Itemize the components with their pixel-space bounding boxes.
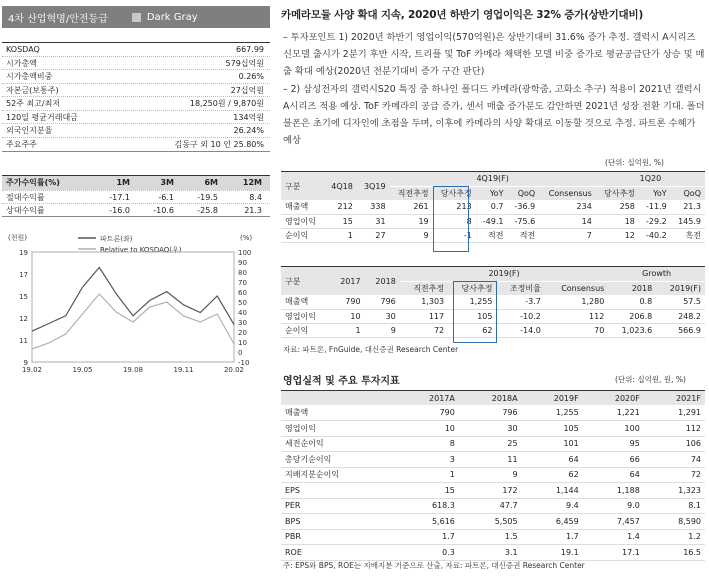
table3-header-cell: 2018A (459, 391, 522, 405)
source-note-2: 주: EPS와 BPS, ROE는 지배지분 기준으로 산출, 자료: 파트론, 대신증권 Research Center (283, 561, 585, 570)
grade-square-icon (132, 13, 141, 22)
unit-label-1: (단위: 십억원, %) (605, 158, 664, 167)
table3-cell: 8.1 (644, 498, 705, 514)
legend-stock: 파트론(좌) (100, 235, 133, 243)
table3-cell: 0.3 (396, 545, 459, 561)
grade-label: Dark Gray (146, 11, 198, 23)
table1-cell: 19 (390, 214, 433, 228)
table2-cell: -10.2 (496, 309, 544, 323)
table3-cell: 영업이익 (281, 421, 396, 437)
table2-cell: 566.9 (656, 323, 705, 337)
table1-cell: 12 (596, 228, 639, 242)
kv-row (2, 111, 270, 125)
table3-cell: 1 (396, 467, 459, 483)
table3-cell: 세전순이익 (281, 436, 396, 452)
table3-cell: 10 (396, 421, 459, 437)
table2-header-cell: 직전추정 (400, 281, 448, 295)
returns-cell: -16.0 (109, 206, 130, 215)
table1-cell: -75.6 (507, 214, 539, 228)
table1-cell: 21.3 (671, 200, 705, 214)
table3-cell: 5,616 (396, 514, 459, 530)
y-right-tick-label: -10 (238, 359, 250, 367)
returns-cell: 21.3 (244, 206, 262, 215)
table1-cell: -49.1 (476, 214, 508, 228)
table1-cell: 7 (539, 228, 596, 242)
table3-cell: 64 (583, 467, 644, 483)
table1-header-cell: 구분 (281, 172, 324, 200)
x-tick-label: 19.02 (21, 366, 43, 374)
table1-cell: 8 (433, 214, 476, 228)
table1-cell: 적전 (476, 228, 508, 242)
table1-cell: 145.9 (671, 214, 705, 228)
table3-cell: 1,323 (644, 483, 705, 499)
table1-header-cell: 3Q19 (357, 172, 390, 200)
table1-cell: 212 (324, 200, 357, 214)
returns-cell: -25.8 (197, 206, 218, 215)
y-right-tick-label: 40 (238, 309, 247, 317)
table3-header-cell: 2019F (522, 391, 583, 405)
y-right-tick-label: 100 (238, 249, 252, 257)
source-note-1: 자료: 파트론, FnGuide, 대신증권 Research Center (283, 345, 459, 354)
returns-header-cell: 3M (160, 178, 174, 187)
y-left-tick-label: 15 (19, 293, 28, 301)
table3-cell: 9.4 (522, 498, 583, 514)
right-unit-label: (%) (240, 234, 253, 242)
stock-chart (2, 228, 270, 378)
table1-cell: 1 (324, 228, 357, 242)
returns-cell: -10.6 (153, 206, 174, 215)
table3-cell: 1.2 (644, 529, 705, 545)
table3-cell: 3 (396, 452, 459, 468)
y-right-tick-label: 30 (238, 319, 247, 327)
kv-key: 120일 평균거래대금 (6, 112, 78, 122)
table1-header-cell: QoQ (507, 186, 539, 200)
table3-cell: 7,457 (583, 514, 644, 530)
key-values-table (2, 42, 270, 152)
table3-cell: 1.4 (583, 529, 644, 545)
table3-cell: PER (281, 498, 396, 514)
left-unit-label: (천원) (8, 234, 27, 242)
bullet-1: – 투자포인트 1) 2020년 하반기 영업이익(570억원)은 상반기대비 31.6% 증가 추정. 갤럭시 A시리즈 신모델 출시가 2분기 후반 시작, 트리플 및 ToF 카메라 채택한 모델 비중 증가로 평균공급단가 상승 및 매출 확대 예상(2020년 전분기대비 증가 구간 판단) (283, 32, 705, 77)
sector-label: 4차 산업혁명/안전등급 (8, 13, 108, 25)
table2-row (281, 295, 705, 309)
table2-header-cell: 조정비율 (496, 281, 544, 295)
table3-cell: 64 (522, 452, 583, 468)
financial-indicators-table (281, 390, 705, 561)
table1-group-header: 4Q19(F) (390, 172, 596, 186)
table1-header-cell: 4Q18 (324, 172, 357, 200)
table3-cell: 매출액 (281, 405, 396, 421)
kv-value: 김동구 외 10 인 25.80% (174, 139, 264, 149)
table2-cell: 72 (400, 323, 448, 337)
kv-row (2, 43, 270, 57)
table2-cell: 117 (400, 309, 448, 323)
returns-header-cell: 주가수익률(%) (6, 178, 60, 187)
table1-cell: -40.2 (639, 228, 671, 242)
y-left-tick-label: 11 (19, 337, 28, 345)
table3-cell: 95 (583, 436, 644, 452)
returns-table (2, 175, 270, 217)
table1-cell: 14 (539, 214, 596, 228)
annual-estimates-table (281, 266, 705, 338)
returns-cell: 상대수익률 (6, 206, 45, 215)
table3-cell: 112 (644, 421, 705, 437)
table1-cell: 213 (433, 200, 476, 214)
table3-cell: 172 (459, 483, 522, 499)
y-right-tick-label: 50 (238, 299, 247, 307)
table2-cell: 790 (329, 295, 364, 309)
table3-cell: 11 (459, 452, 522, 468)
kv-value: 579십억원 (225, 58, 264, 68)
table3-cell: 총당기순이익 (281, 452, 396, 468)
table3-header-cell: 2021F (644, 391, 705, 405)
table3-row (281, 467, 705, 483)
table3-cell: 72 (644, 467, 705, 483)
returns-header-cell: 1M (116, 178, 130, 187)
returns-header (2, 176, 270, 190)
kv-value: 27십억원 (230, 85, 264, 95)
table3-cell: EPS (281, 483, 396, 499)
y-right-tick-label: 0 (238, 349, 243, 357)
table1-header-cell: 직전추정 (390, 186, 433, 200)
table1-header-cell: 당사추정 (596, 186, 639, 200)
table1-header-cell: 당사추정 (433, 186, 476, 200)
table3-cell: 1.5 (459, 529, 522, 545)
returns-cell: 8.4 (249, 193, 262, 202)
plot-frame (32, 252, 234, 362)
section-title: 영업실적 및 주요 투자지표 (283, 376, 400, 387)
table2-cell: -14.0 (496, 323, 544, 337)
relative-line (32, 294, 234, 349)
returns-row (2, 203, 270, 216)
table3-cell: 618.3 (396, 498, 459, 514)
table3-cell: 47.7 (459, 498, 522, 514)
table2-cell: 1,255 (448, 295, 496, 309)
table3-cell: 25 (459, 436, 522, 452)
table1-cell: 338 (357, 200, 390, 214)
x-tick-label: 20.02 (223, 366, 245, 374)
y-right-tick-label: 60 (238, 289, 247, 297)
unit-label-2: (단위: 십억원, 원, %) (615, 375, 686, 384)
table3-cell: 62 (522, 467, 583, 483)
table1-header-cell: YoY (476, 186, 508, 200)
table2-cell: 206.8 (608, 309, 656, 323)
table3-cell: 1.7 (522, 529, 583, 545)
table1-header-cell: YoY (639, 186, 671, 200)
table3-cell: 1.7 (396, 529, 459, 545)
table2-cell: 70 (545, 323, 609, 337)
table3-cell: 74 (644, 452, 705, 468)
returns-cell: -6.1 (158, 193, 174, 202)
table3-cell: 101 (522, 436, 583, 452)
headline: 카메라모듈 사양 확대 지속, 2020년 하반기 영업이익은 32% 증가(상반기대비) (281, 9, 644, 21)
table3-cell: 16.5 (644, 545, 705, 561)
table1-row (281, 200, 705, 214)
table3-cell: 1,255 (522, 405, 583, 421)
table3-row (281, 529, 705, 545)
table1-cell: 261 (390, 200, 433, 214)
table3-cell: 9 (459, 467, 522, 483)
kv-value: 18,250원 / 9,870원 (189, 99, 264, 108)
table1-header-cell: QoQ (671, 186, 705, 200)
table2-cell: 105 (448, 309, 496, 323)
kv-key: 외국인지분율 (6, 126, 53, 135)
table2-header-cell: 2018 (608, 281, 656, 295)
table2-cell: 30 (365, 309, 400, 323)
returns-cell: -19.5 (197, 193, 218, 202)
table3-cell: 6,459 (522, 514, 583, 530)
kv-value: 26.24% (233, 126, 264, 135)
table3-cell: 지배지분순이익 (281, 467, 396, 483)
stock-chart-svg (2, 228, 270, 378)
kv-value: 134억원 (233, 112, 264, 122)
table3-cell: 15 (396, 483, 459, 499)
table3-row (281, 545, 705, 561)
table1-cell: 31 (357, 214, 390, 228)
table1-header-cell: Consensus (539, 186, 596, 200)
table3-cell: BPS (281, 514, 396, 530)
sector-bar (2, 6, 270, 28)
table3-cell: 5,505 (459, 514, 522, 530)
table3-cell: 796 (459, 405, 522, 421)
y-right-tick-label: 10 (238, 339, 247, 347)
table3-header-cell (281, 391, 396, 405)
table3-cell: 1,221 (583, 405, 644, 421)
returns-cell: 절대수익률 (6, 193, 45, 202)
table2-cell: 영업이익 (281, 309, 329, 323)
table1-cell: 258 (596, 200, 639, 214)
table1-row (281, 214, 705, 228)
table2-row (281, 309, 705, 323)
table3-cell: 9.0 (583, 498, 644, 514)
table1-cell: 매출액 (281, 200, 324, 214)
table3-header-cell: 2020F (583, 391, 644, 405)
kv-value: 667.99 (236, 45, 264, 54)
kv-key: 자본금(보통주) (6, 85, 59, 95)
table2-cell: 112 (545, 309, 609, 323)
table3-row (281, 483, 705, 499)
table3-cell: 100 (583, 421, 644, 437)
legend-relative: Relative to KOSDAQ(우) (100, 246, 182, 254)
returns-row (2, 190, 270, 203)
table2-header-cell: 구분 (281, 267, 329, 295)
table2-header-cell: 2019(F) (656, 281, 705, 295)
table2-header-cell: Consensus (545, 281, 609, 295)
bullet-2: – 2) 삼성전자의 갤럭시S20 특징 중 하나인 폴디드 카메라(광학줌, 고화소 추구) 적용이 2021년 갤럭시A시리즈 적용 예상. ToF 카메라의 공급 증가, 센서 매출 증가분도 감안하면 2021년 성장 전환 기대. 폴더블폰은 초기에 디자인에 초점을 두며, 이후에 카메라의 사양 확대로 이동할 것으로 추정. 파트론 수혜가 예상 (283, 84, 705, 146)
table2-header-cell: 당사추정 (448, 281, 496, 295)
table1-cell: -1 (433, 228, 476, 242)
table3-cell: ROE (281, 545, 396, 561)
table2-cell: 248.2 (656, 309, 705, 323)
table1-cell: 18 (596, 214, 639, 228)
table2-cell: 1 (329, 323, 364, 337)
kv-row (2, 70, 270, 84)
table3-cell: 790 (396, 405, 459, 421)
table2-cell: 57.5 (656, 295, 705, 309)
table2-cell: 10 (329, 309, 364, 323)
y-right-tick-label: 90 (238, 259, 247, 267)
table1-cell: 15 (324, 214, 357, 228)
table2-cell: 순이익 (281, 323, 329, 337)
table2-row (281, 323, 705, 337)
kv-row (2, 124, 270, 138)
table3-cell: 30 (459, 421, 522, 437)
table2-cell: 1,023.6 (608, 323, 656, 337)
table2-header-cell: 2018 (365, 267, 400, 295)
table3-row (281, 436, 705, 452)
table3-cell: 105 (522, 421, 583, 437)
table1-cell: 영업이익 (281, 214, 324, 228)
table3-cell: 8,590 (644, 514, 705, 530)
kv-key: 시가총액 (6, 58, 37, 68)
table1-cell: -29.2 (639, 214, 671, 228)
y-left-tick-label: 17 (19, 271, 28, 279)
returns-header-cell: 12M (242, 178, 262, 187)
table3-row (281, 498, 705, 514)
table3-row (281, 514, 705, 530)
kv-key: 52주 최고/최저 (6, 99, 61, 108)
y-left-tick-label: 19 (19, 249, 28, 257)
table2-cell: 62 (448, 323, 496, 337)
table2-cell: 796 (365, 295, 400, 309)
table3-row (281, 405, 705, 421)
table1-cell: -36.9 (507, 200, 539, 214)
table2-group-header: 2019(F) (400, 267, 609, 281)
y-right-tick-label: 80 (238, 269, 247, 277)
quarterly-estimates-table (281, 171, 705, 243)
table3-cell: 19.1 (522, 545, 583, 561)
table3-cell: 1,144 (522, 483, 583, 499)
x-tick-label: 19.08 (122, 366, 144, 374)
table1-cell: 234 (539, 200, 596, 214)
table1-cell: 27 (357, 228, 390, 242)
table3-cell: 8 (396, 436, 459, 452)
y-right-tick-label: 20 (238, 329, 247, 337)
returns-header-cell: 6M (204, 178, 218, 187)
table2-cell: 9 (365, 323, 400, 337)
table2-group-header: Growth (608, 267, 705, 281)
table1-row (281, 228, 705, 242)
table3-cell: 66 (583, 452, 644, 468)
kv-value: 0.26% (238, 72, 264, 81)
table3-row (281, 421, 705, 437)
table1-cell: 9 (390, 228, 433, 242)
table2-cell: 1,303 (400, 295, 448, 309)
table2-cell: -3.7 (496, 295, 544, 309)
table1-cell: 순이익 (281, 228, 324, 242)
y-right-tick-label: 70 (238, 279, 247, 287)
table1-cell: 0.7 (476, 200, 508, 214)
table2-header-cell: 2017 (329, 267, 364, 295)
x-tick-label: 19.05 (72, 366, 93, 374)
kv-key: KOSDAQ (6, 45, 40, 54)
kv-key: 주요주주 (6, 139, 37, 149)
table1-cell: -11.9 (639, 200, 671, 214)
y-left-tick-label: 9 (23, 359, 28, 367)
table2-cell: 0.8 (608, 295, 656, 309)
y-left-tick-label: 12 (19, 315, 28, 323)
table3-cell: 1,291 (644, 405, 705, 421)
table2-cell: 1,280 (545, 295, 609, 309)
kv-row (2, 84, 270, 98)
table3-row (281, 452, 705, 468)
table2-cell: 매출액 (281, 295, 329, 309)
x-tick-label: 19.11 (173, 366, 194, 374)
table1-group-header: 1Q20 (596, 172, 705, 186)
table3-cell: 17.1 (583, 545, 644, 561)
table3-cell: PBR (281, 529, 396, 545)
kv-row (2, 138, 270, 152)
table3-cell: 106 (644, 436, 705, 452)
kv-row (2, 57, 270, 71)
table3-cell: 3.1 (459, 545, 522, 561)
table1-cell: 적전 (507, 228, 539, 242)
returns-cell: -17.1 (109, 193, 130, 202)
table3-header-cell: 2017A (396, 391, 459, 405)
kv-row (2, 97, 270, 111)
kv-key: 시가총액비중 (6, 72, 53, 81)
table3-cell: 1,188 (583, 483, 644, 499)
table1-cell: 흑전 (671, 228, 705, 242)
